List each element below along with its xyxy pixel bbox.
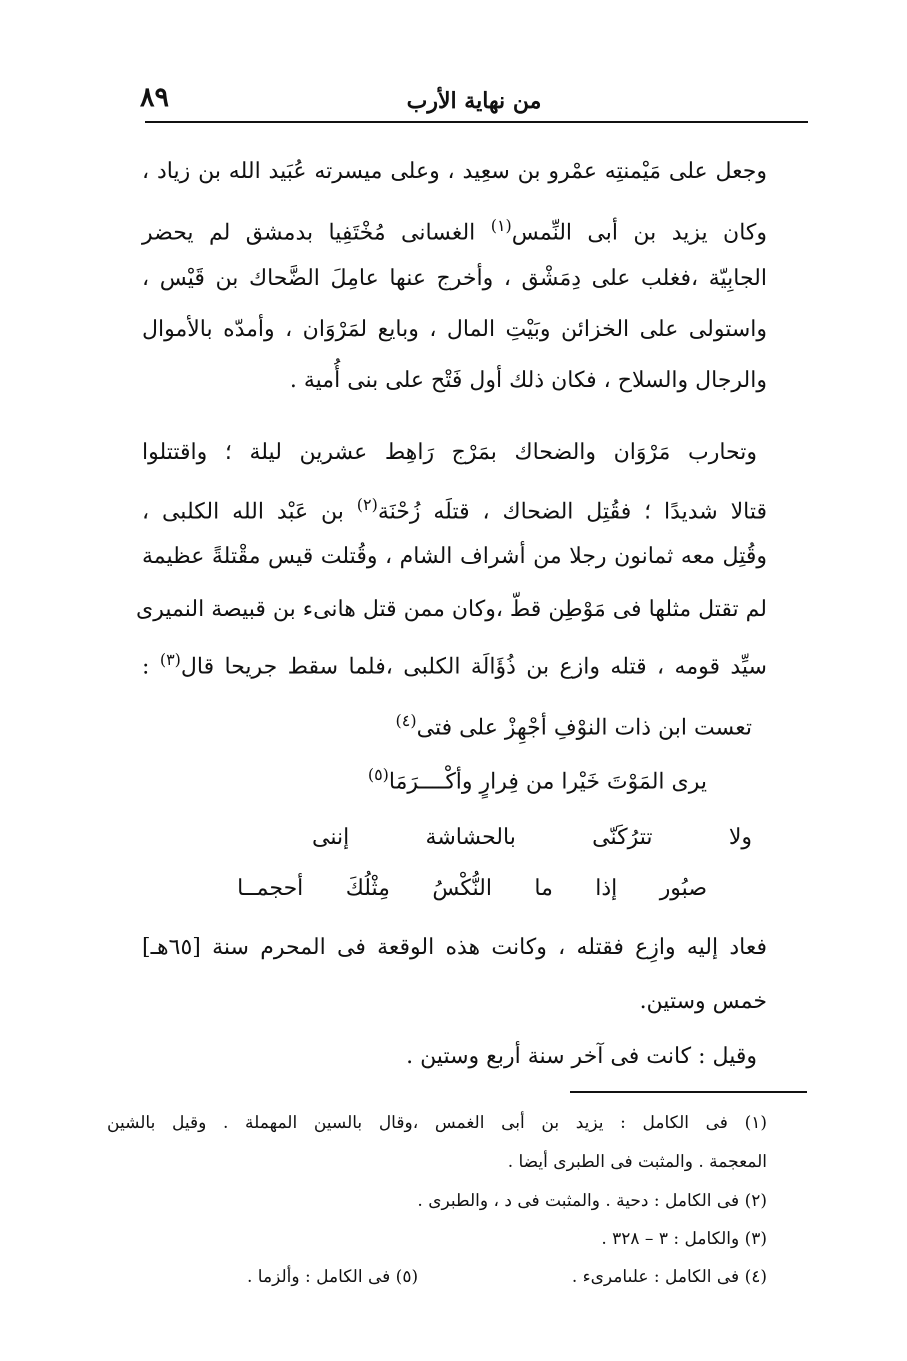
- footnote: (١) فى الكامل : يزيد بن أبى الغمس ،وقال بالسين المهملة . وقيل بالشين: [107, 1113, 767, 1133]
- footnote-ref: (٤): [395, 711, 417, 730]
- body-line: [142, 490, 767, 527]
- footnote: (٥) فى الكامل : وألزما .: [247, 1267, 419, 1287]
- footnote-pair: [247, 1264, 767, 1290]
- body-text: بن عَبْد الله الكلبى ،: [142, 499, 344, 525]
- page-header: [140, 78, 808, 118]
- running-title: من نهاية الأرب: [406, 88, 542, 114]
- verse-text: يرى المَوْتَ خَيْرا من فِرارٍ وأكْــــرَمَا: [388, 769, 707, 795]
- footnote-rule: [570, 1091, 807, 1093]
- verse-word: ولا: [728, 825, 752, 850]
- body-line: الجابِيّة ،فغلب على دِمَشْق ، وأخرج عنها عامِلَ الضَّحاك بن قَيْس ،: [142, 266, 767, 291]
- verse-word: إننى: [312, 825, 350, 850]
- footnote: (٣) والكامل : ٣ – ٣٢٨ .: [601, 1229, 767, 1249]
- footnote-ref: (٢): [356, 495, 378, 514]
- body-line: والرجال والسلاح ، فكان ذلك أول فَتْح على بنى أُمية .: [289, 368, 767, 393]
- verse-word: بالحشاشة: [425, 825, 516, 850]
- footnote-ref: (٥): [367, 765, 389, 784]
- verse-word: ما: [534, 876, 553, 901]
- body-line: واستولى على الخزائن وبَيْتِ المال ، وبايع لمَرْوَان ، وأمدّه بالأموال: [142, 317, 767, 342]
- body-line: خمس وستين.: [639, 989, 767, 1014]
- verse-line: [312, 823, 752, 853]
- verse-line: [237, 874, 707, 904]
- footnote-ref: (٣): [159, 650, 181, 669]
- verse-word: إذا: [595, 876, 618, 901]
- body-line: [142, 645, 767, 682]
- body-text: سيِّد قومه ، قتله وازع بن ذُؤَالَة الكلبى ،فلما سقط جريحا قال: [180, 654, 767, 680]
- verse-word: أحجمــا: [237, 876, 304, 901]
- body-text: :: [142, 654, 150, 680]
- verse-word: النُّكْسُ: [432, 876, 492, 901]
- footnote: (٢) فى الكامل : دحية . والمثبت فى د ، والطبرى .: [417, 1191, 767, 1211]
- footnote: المعجمة . والمثبت فى الطبرى أيضا .: [507, 1152, 767, 1172]
- body-text: وكان يزيد بن أبى النِّمس: [511, 220, 767, 246]
- verse-word: صبُور: [659, 876, 707, 901]
- body-line: وقيل : كانت فى آخر سنة أربع وستين .: [406, 1044, 757, 1069]
- page-number: ٨٩: [140, 82, 170, 113]
- body-line: فعاد إليه وازِع فقتله ، وكانت هذه الوقعة فى المحرم سنة [٦٥هـ]: [142, 935, 767, 960]
- body-line: وقُتِل معه ثمانون رجلا من أشراف الشام ، وقُتلت قيس مقْتلةً عظيمة: [142, 544, 767, 569]
- body-text: قتالا شديدًا ؛ فقُتِل الضحاك ، قتلَه زُحْنَة: [377, 499, 767, 525]
- verse-text: تعست ابن ذات النوْفِ أجْهِزْ على فتى: [416, 715, 752, 741]
- footnote-ref: (١): [490, 216, 512, 235]
- header-rule: [145, 121, 808, 123]
- body-line: وجعل على مَيْمنتِه عمْرو بن سعِيد ، وعلى ميسرته عُبَيد الله بن زياد ،: [142, 159, 767, 184]
- verse-word: تترُكَنّى: [592, 825, 653, 850]
- body-line: [142, 211, 767, 248]
- body-line: وتحارب مَرْوَان والضحاك بمَرْج رَاهِط عشرين ليلة ؛ واقتتلوا: [142, 440, 757, 465]
- verse-line: [368, 760, 707, 797]
- verse-word: مِثْلُكَ: [345, 876, 390, 901]
- verse-line: [396, 706, 752, 743]
- body-text: الغسانى مُخْتَفِيا بدمشق لم يحضر: [142, 220, 476, 246]
- footnote: (٤) فى الكامل : علىامرىء .: [571, 1267, 767, 1287]
- body-line: لم تقتل مثلها فى مَوْطِن قطّ ،وكان ممن قتل هانىء بن قبيصة النميرى: [136, 597, 767, 622]
